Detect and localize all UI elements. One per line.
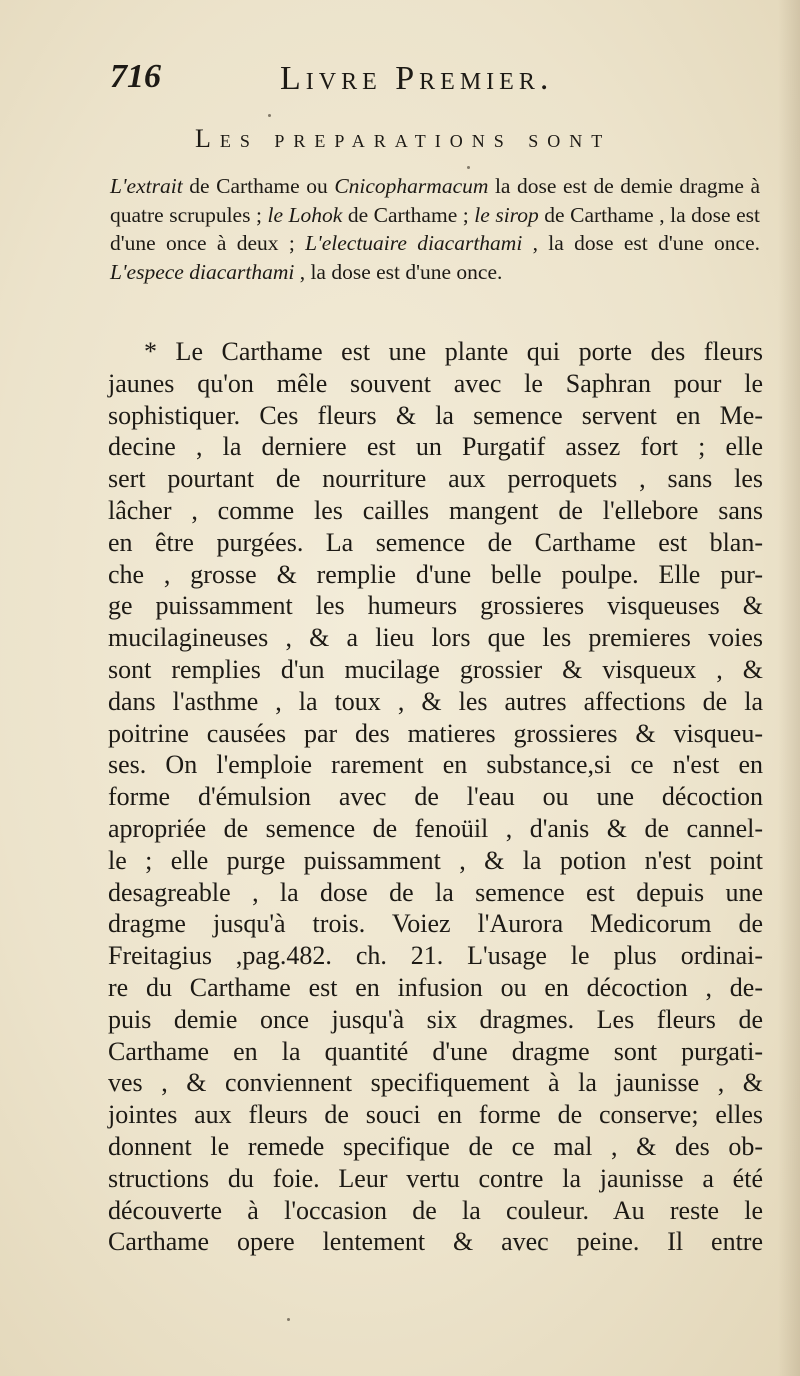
prep-text: de Carthame ou	[182, 174, 335, 198]
term-sirop: le sirop	[474, 202, 539, 227]
text-line: puis demie once jusqu'à six dragmes. Les fleurs de	[108, 1004, 763, 1034]
text-line: ses. On l'emploie rarement en substance,si ce n'est en	[108, 750, 763, 780]
text-line: structions du foie. Leur vertu contre la jaunisse a été	[108, 1163, 763, 1193]
term-electuaire: L'electuaire diacarthami	[305, 231, 523, 255]
text-line: sophistiquer. Ces fleurs & la semence servent en Me-	[108, 400, 763, 430]
term-espece: L'espece diacarthami	[110, 259, 295, 284]
text-line: sert pourtant de nourriture aux perroquets , sans les	[108, 464, 763, 494]
paper-speck	[467, 166, 470, 169]
prep-text: , la dose est d'une once.	[294, 259, 503, 284]
text-line: en être purgées. La semence de Carthame est blan-	[108, 527, 763, 557]
text-line: jointes aux fleurs de souci en forme de conserve; elles	[108, 1100, 763, 1130]
prep-text: , la dose est d'une once.	[522, 231, 761, 255]
text-line: * Le Carthame est une plante qui porte des fleurs	[144, 337, 763, 366]
text-line: découverte à l'occasion de la couleur. Au reste le	[108, 1195, 763, 1225]
paper-speck	[287, 1318, 290, 1321]
text-line: Carthame opere lentement & avec peine. Il entre	[108, 1227, 763, 1257]
prep-text: la dose est de demie dragme à quatre scrupules ;	[110, 174, 760, 227]
page-number: 716	[110, 58, 161, 95]
text-line: dragme jusqu'à trois. Voiez l'Aurora Medicorum de	[108, 909, 763, 939]
text-line: che , grosse & remplie d'une belle poulpe. Elle pur-	[108, 559, 763, 589]
text-line: Freitagius ,pag.482. ch. 21. L'usage le plus ordinai-	[108, 941, 763, 971]
text-line: ves , & conviennent specifiquement à la jaunisse , &	[108, 1068, 763, 1098]
term-lohok: le Lohok	[267, 202, 343, 227]
paper-speck	[268, 114, 271, 117]
text-line: re du Carthame est en infusion ou en décoction , de-	[108, 972, 763, 1002]
section-heading: Les preparations sont	[195, 124, 612, 153]
term-extrait: L'extrait	[110, 174, 183, 198]
main-paragraph	[108, 336, 763, 1258]
text-line: forme d'émulsion avec de l'eau ou une décoction	[108, 782, 763, 812]
text-line: decine , la derniere est un Purgatif assez fort ; elle	[108, 432, 763, 462]
page-edge-shadow	[778, 0, 800, 1376]
page-header	[110, 58, 630, 98]
text-line: mucilagineuses , & a lieu lors que les premieres voies	[108, 623, 763, 653]
text-line: Carthame en la quantité d'une dragme sont purgati-	[108, 1036, 763, 1066]
text-line: donnent le remede specifique de ce mal , & des ob-	[108, 1131, 763, 1161]
prep-text: de Carthame , la dose est d'une once à deux ;	[110, 202, 760, 255]
text-line: sont remplies d'un mucilage grossier & visqueux , &	[108, 654, 763, 684]
text-line: apropriée de semence de fenoüil , d'anis & de cannel-	[108, 813, 763, 843]
text-line: le ; elle purge puissamment , & la potion n'est point	[108, 845, 763, 875]
running-title: Livre Premier.	[280, 60, 554, 97]
text-line: dans l'asthme , la toux , & les autres affections de la	[108, 686, 763, 716]
text-line: ge puissamment les humeurs grossieres visqueuses &	[108, 591, 763, 621]
text-line: jaunes qu'on mêle souvent avec le Saphran pour le	[108, 368, 763, 398]
preparations-paragraph	[110, 172, 760, 286]
term-cnicopharmacum: Cnicopharmacum	[334, 174, 489, 198]
prep-text: de Carthame ;	[342, 202, 475, 227]
text-line: lâcher , comme les cailles mangent de l'ellebore sans	[108, 495, 763, 525]
text-line: desagreable , la dose de la semence est depuis une	[108, 877, 763, 907]
text-line: poitrine causées par des matieres grossieres & visqueu-	[108, 718, 763, 748]
